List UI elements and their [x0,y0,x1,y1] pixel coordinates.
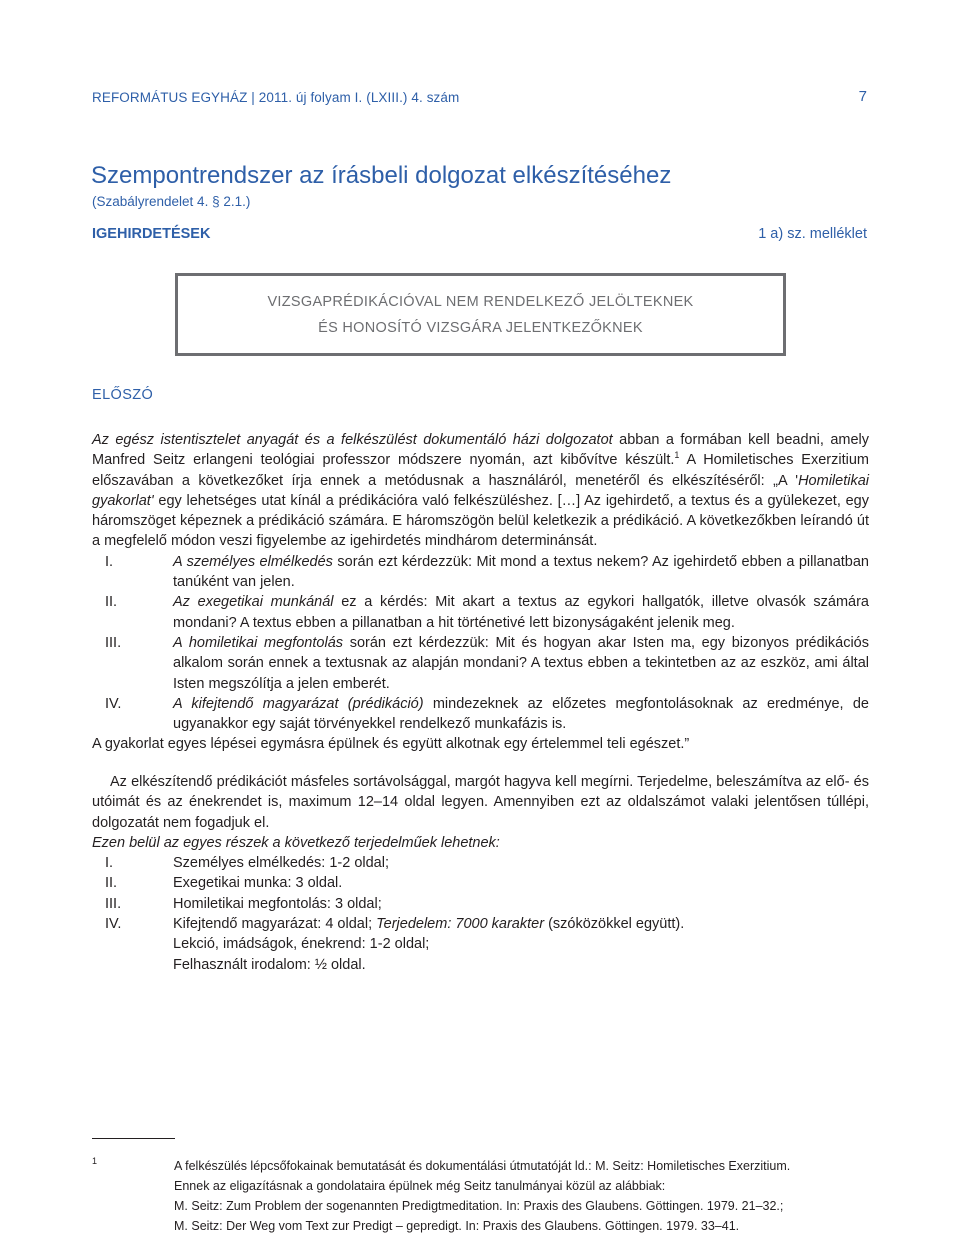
step-text: során ezt kérdezzük: Mit és hogyan akar Isten ma, egy bizonyos prédikációs alkalom során ennek a textusnak az alapján mondani? A textus ebben a tekintetben az az eszköz, ami által Isten megszólítja a jelen emberét. [173,634,869,692]
footnote-line: M. Seitz: Zum Problem der sogenannten Predigtmeditation. In: Praxis des Glaubens. Göttingen. 1979. 21–32.; [174,1199,784,1213]
quote-end: A gyakorlat egyes lépései egymásra épülnek és együtt alkotnak egy értelemmel teli egészet.” [92,736,690,753]
step-italic: A homiletikai megfontolás [173,634,344,651]
foreword-text-a: abban a formában kell beadni, amely Manfred Seitz erlangeni teológiai professzor módszere nyomán, azt kibővítve készült. [92,432,870,469]
list-number: I. [105,855,114,872]
requirements-body [92,772,869,975]
list-number: III. [105,895,122,912]
list-item [92,934,869,954]
list-item [92,894,869,914]
foreword-body [92,430,869,755]
list-number [92,934,173,954]
extent-italic: Terjedelem: 7000 karakter [376,916,545,933]
list-item [92,633,869,694]
foreword-italic-start: Az egész istentisztelet anyagát és a felkészülést dokumentáló házi dolgozatot [92,432,613,448]
list-text: Homiletikai megfontolás: 3 oldal; [173,895,382,912]
extent-text-after: (szóközökkel együtt). [544,916,685,933]
section-label: IGEHIRDETÉSEK [92,226,211,242]
foreword-text-b: A Homiletisches Exerzitium előszavában a következőket írja ennek a metódusnak a használáról, menetéről és elkészítéséről: „A ' [92,452,869,489]
footnote-line: M. Seitz: Der Weg vom Text zur Predigt – gepredigt. In: Praxis des Glaubens. Göttingen. 1979. 33–41. [174,1219,740,1233]
footnote-ref: 1 [674,450,680,461]
list-item [92,853,869,873]
footnote-number: 1 [92,1156,98,1166]
list-item [92,592,869,633]
list-text: Felhasznált irodalom: ½ oldal. [173,956,366,973]
list-number: I. [105,553,114,570]
list-text [173,633,869,694]
list-text [173,694,869,735]
list-text [173,914,869,934]
list-number: II. [105,875,118,892]
extent-heading: Ezen belül az egyes részek a következő terjedelműek lehetnek: [92,834,500,851]
step-italic: A személyes elmélkedés [173,553,333,570]
list-item [92,914,869,934]
footnote-line: Ennek az eligazításnak a gondolataira épülnek még Seitz tanulmányai közül az alábbiak: [174,1179,666,1193]
footnote-row [92,1156,869,1236]
annex-label: 1 a) sz. melléklet [758,226,867,242]
footnote-divider [92,1138,175,1139]
foreword-italic-mid: Homiletikai gyakorlat' [92,472,869,509]
list-number: III. [105,634,122,651]
list-number [92,955,173,975]
step-text: ez a kérdés: Mit akart a textus az egykori hallgatók, illetve olvasók számára mondani? A textus ebben a pillanatban a hit történetivé lett bizonyságaként jelenik meg. [173,594,869,631]
page-title: Szempontrendszer az írásbeli dolgozat elkészítéséhez [91,162,672,189]
extent-list [92,853,869,975]
list-text [173,592,869,633]
target-audience-box [175,273,786,356]
step-italic: A kifejtendő magyarázat (prédikáció) [173,695,424,712]
list-item [92,552,869,593]
list-text: Lekció, imádságok, énekrend: 1-2 oldal; [173,936,430,953]
footnote-text [174,1156,869,1236]
running-head: REFORMÁTUS EGYHÁZ | 2011. új folyam I. (LXIII.) 4. szám [92,90,460,105]
list-item [92,694,869,735]
list-number: II. [105,594,118,611]
list-text: Személyes elmélkedés: 1-2 oldal; [173,855,389,872]
foreword-paragraph [92,430,869,552]
box-line-1: VIZSGAPRÉDIKÁCIÓVAL NEM RENDELKEZŐ JELÖLTEKNEK [267,293,694,310]
requirements-paragraph: Az elkészítendő prédikációt másfeles sortávolsággal, margót hagyva kell megírni. Terjedelme, beleszámítva az elő- és utóimát és az énekrendet is, maximum 12–14 oldal legyen. Amennyiben ezt az oldalszámot valaki jelentősen túllépi, dolgozatát nem fogadjuk el. [92,774,869,831]
list-item [92,873,869,893]
step-italic: Az exegetikai munkánál [173,594,334,611]
page-subtitle: (Szabályrendelet 4. § 2.1.) [92,194,251,209]
foreword-text-c: egy lehetséges utat kínál a prédikációra való felkészüléshez. […] Az igehirdető, a textus és a gyülekezet, egy háromszöget képeznek a prédikáció számára. E háromszögön belül keletkezik a prédikáció. A következőkben leírandó út a megfelelő módon veszi figyelembe az igehirdetés mindhárom determinánsát. [92,492,869,550]
page-number: 7 [858,88,867,105]
list-text: Exegetikai munka: 3 oldal. [173,875,343,892]
footnote-line: A felkészülés lépcsőfokainak bemutatását és dokumentálási útmutatóját ld.: M. Seitz: Homiletisches Exerzitium. [174,1159,791,1173]
box-line-2: ÉS HONOSÍTÓ VIZSGÁRA JELENTKEZŐKNEK [318,319,643,336]
step-text: során ezt kérdezzük: Mit mond a textus nekem? Az igehirdető ebben a pillanatban tanúként van jelen. [173,553,869,591]
footnote [92,1156,869,1236]
list-number: IV. [105,695,122,712]
list-number: IV. [105,916,122,933]
extent-text: Kifejtendő magyarázat: 4 oldal; [173,916,377,933]
foreword-heading: ELŐSZÓ [92,387,154,403]
steps-list [92,552,869,735]
step-text: mindezeknek az előzetes megfontolásoknak az eredménye, de ugyanakkor egy saját törvényekkel rendelkező munkafázis is. [173,695,870,733]
list-text [173,552,869,593]
list-item [92,955,869,975]
